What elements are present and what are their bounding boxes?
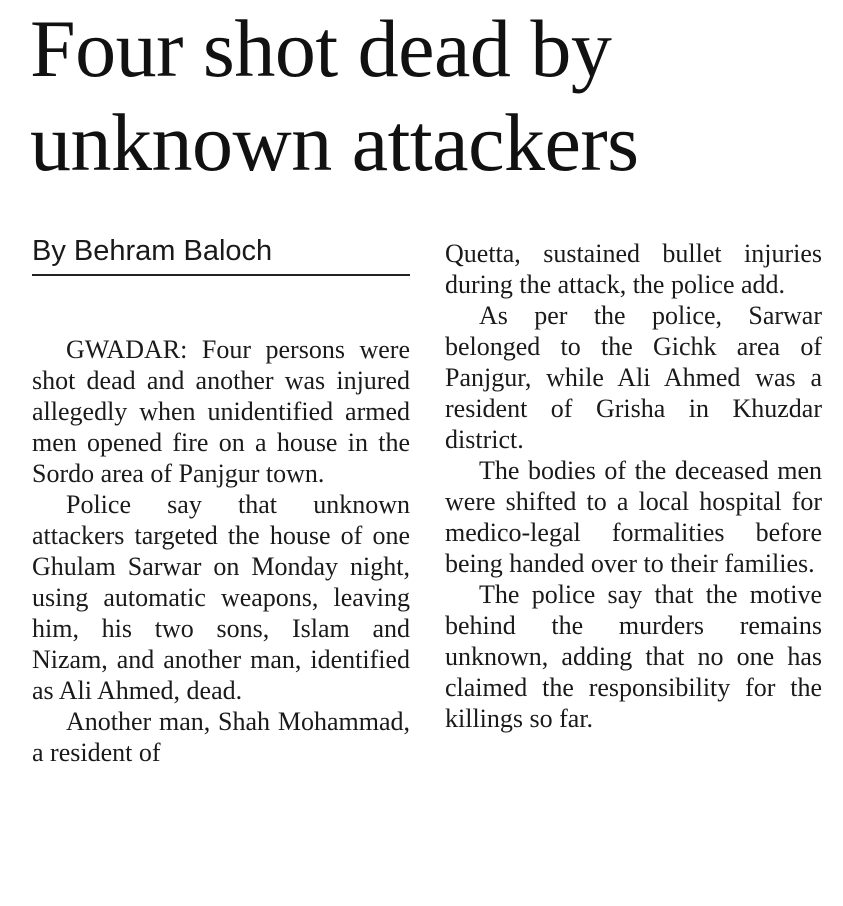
paragraph: As per the police, Sarwar belonged to the Gichk area of Panjgur, while Ali Ahmed was a resident of Grisha in Khuzdar district.	[445, 301, 822, 454]
paragraph: GWADAR: Four persons were shot dead and another was injured allegedly when unidentified armed men opened fire on a house in the Sordo area of Panjgur town.	[32, 335, 410, 488]
paragraph: Police say that unknown attackers targeted the house of one Ghulam Sarwar on Monday night, using automatic weapons, leaving him, his two sons, Islam and Nizam, and another man, identified as Ali Ahmed, dead.	[32, 490, 410, 705]
article-column-1	[32, 334, 410, 768]
paragraph-continued: Quetta, sustained bullet injuries during the attack, the police add.	[445, 239, 822, 299]
byline: By Behram Baloch	[32, 232, 410, 276]
paragraph: The bodies of the deceased men were shifted to a local hospital for medico-legal formalities before being handed over to their families.	[445, 456, 822, 578]
paragraph: Another man, Shah Mohammad, a resident of	[32, 707, 410, 767]
headline: Four shot dead by unknown attackers	[30, 3, 639, 188]
paragraph: The police say that the motive behind the murders remains unknown, adding that no one has claimed the responsibility for the killings so far.	[445, 580, 822, 733]
article-column-2	[445, 238, 822, 734]
